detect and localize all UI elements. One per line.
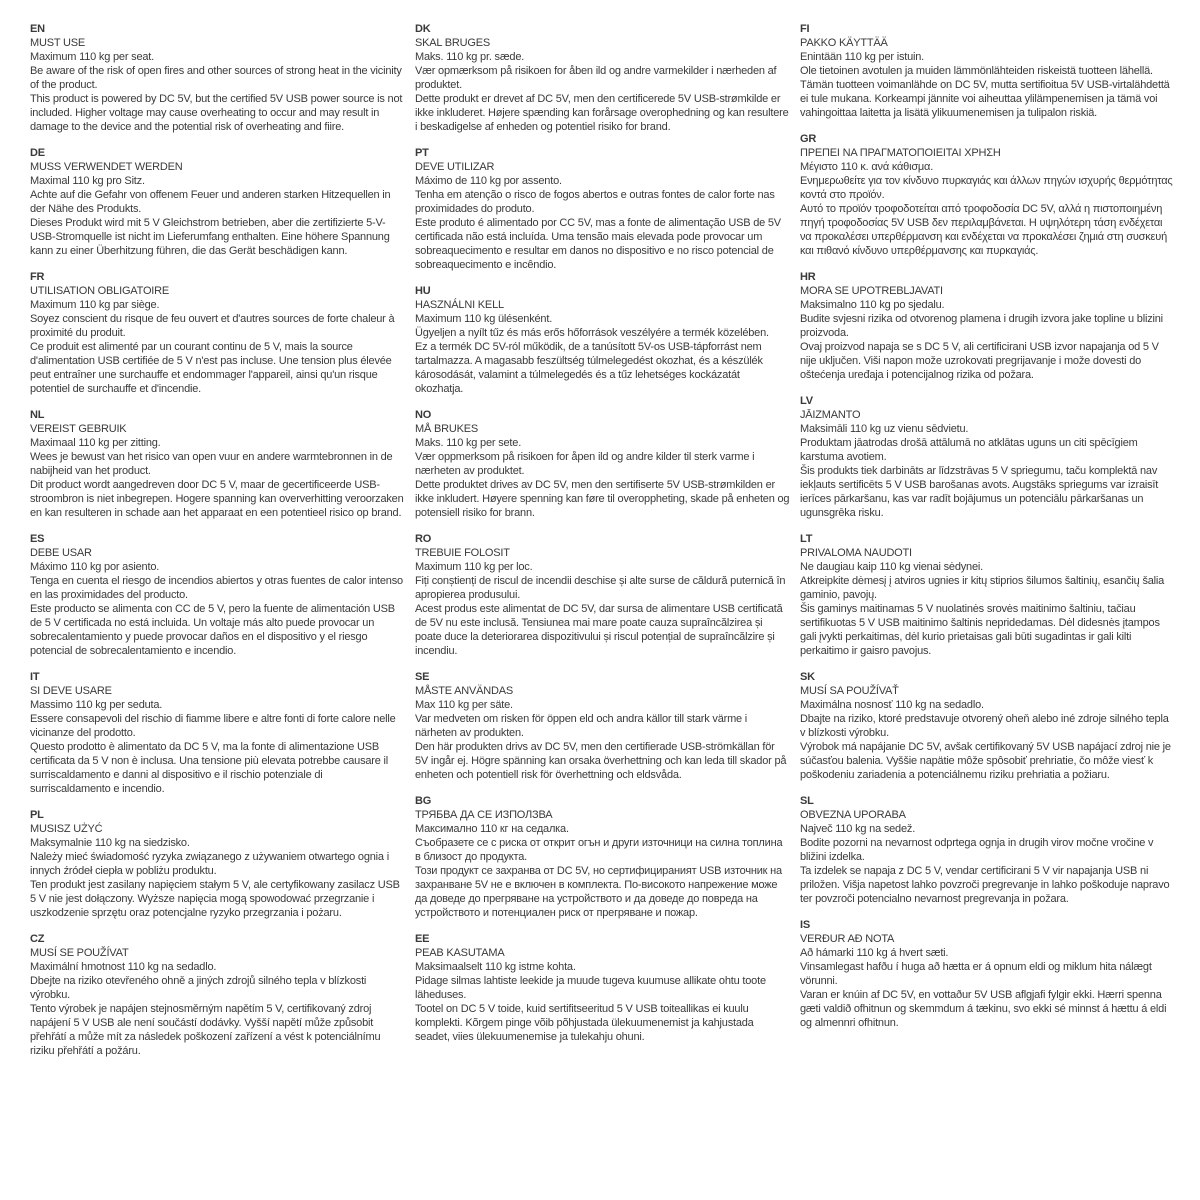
weight-limit-text: Maximum 110 kg per seat.: [30, 51, 154, 63]
heat-warning-text: Essere consapevoli del rischio di fiamme libere e altre fonti di forte calore nelle vicinanze del prodotto.: [30, 713, 396, 739]
lang-block-hu: [415, 284, 790, 396]
lang-block-cz: [30, 932, 405, 1058]
heat-warning-text: Var medveten om risken för öppen eld och andra källor till stark värme i närheten av produkten.: [415, 713, 748, 739]
lang-block-de: [30, 146, 405, 258]
lang-block-fi: [800, 22, 1175, 120]
heat-warning-text: Achte auf die Gefahr von offenem Feuer und anderen starken Hitzequellen in der Nähe des Produkts.: [30, 189, 391, 215]
section-title: MUSS VERWENDET WERDEN: [30, 161, 183, 173]
power-warning-text: Este producto se alimenta con CC de 5 V, pero la fuente de alimentación USB de 5 V certificada no está incluida. Un voltaje más alto puede provocar un sobrecalentamiento y puede provocar daños en el dispositivo y el riesgo potencial de sobrecalentamiento e incendio.: [30, 603, 395, 657]
lang-block-nl: [30, 408, 405, 520]
language-code: IS: [800, 919, 810, 931]
language-code: CZ: [30, 933, 45, 945]
section-title: ΠΡΕΠΕΙ ΝΑ ΠΡΑΓΜΑΤΟΠΟΙΕΙΤΑΙ ΧΡΗΣΗ: [800, 147, 1001, 159]
heat-warning-text: Należy mieć świadomość ryzyka związanego z używaniem otwartego ognia i innych źródeł ciepła w pobliżu produktu.: [30, 851, 389, 877]
heat-warning-text: Bodite pozorni na nevarnost odprtega ognja in drugih virov močne vročine v bližini izdelka.: [800, 837, 1154, 863]
power-warning-text: Ovaj proizvod napaja se s DC 5 V, ali certificirani USB izvor napajanja od 5 V nije uključen. Viši napon može uzrokovati pregrijavanje i može dovesti do oštećenja uređaja i potencijalnog rizika od požara.: [800, 341, 1159, 381]
weight-limit-text: Maximální hmotnost 110 kg na sedadlo.: [30, 961, 217, 973]
lang-block-dk: [415, 22, 790, 134]
language-code: SE: [415, 671, 430, 683]
language-code: RO: [415, 533, 432, 545]
lang-block-ro: [415, 532, 790, 658]
weight-limit-text: Maksimaalselt 110 kg istme kohta.: [415, 961, 576, 973]
weight-limit-text: Maximal 110 kg pro Sitz.: [30, 175, 145, 187]
language-code: DK: [415, 23, 431, 35]
lang-block-en: [30, 22, 405, 134]
language-code: HU: [415, 285, 431, 297]
weight-limit-text: Maks. 110 kg pr. sæde.: [415, 51, 525, 63]
section-title: JĀIZMANTO: [800, 409, 861, 421]
power-warning-text: Šis gaminys maitinamas 5 V nuolatinės srovės maitinimo šaltiniu, tačiau sertifikuotas 5 V USB maitinimo šaltinis nepridedamas. Dėl didesnės įtampos gali įvykti perkaitimas, dėl kurio prietaisas gali būti sugadintas ir gali kilti perkaitimo ir gaisro pavojus.: [800, 603, 1160, 657]
lang-block-es: [30, 532, 405, 658]
language-code: HR: [800, 271, 816, 283]
weight-limit-text: Максимално 110 кг на седалка.: [415, 823, 569, 835]
power-warning-text: Den här produkten drivs av DC 5V, men den certifierade USB-strömkällan för 5V ingår ej. Högre spänning kan orsaka överhettning och kan leda till skador på enheten och potentiell risk för överhettning och eldsvåda.: [415, 741, 787, 781]
language-code: EN: [30, 23, 45, 35]
language-code: ES: [30, 533, 45, 545]
power-warning-text: Acest produs este alimentat de DC 5V, dar sursa de alimentare USB certificată de 5V nu este inclusă. Tensiunea mai mare poate cauza supraîncălzirea și poate duce la deteriorarea dispozitivului și riscul potențial de supraîncălzire și incendiu.: [415, 603, 783, 657]
heat-warning-text: Ügyeljen a nyílt tűz és más erős hőforrások veszélyére a termék közelében.: [415, 327, 769, 339]
language-code: NL: [30, 409, 45, 421]
power-warning-text: Varan er knúin af DC 5V, en vottaður 5V USB aflgjafi fylgir ekki. Hærri spenna gæti valdið ofhitnun og skemmdum á tækinu, svo ekki sé minnst á hættu á eldi og almennri ofhitnun.: [800, 989, 1167, 1029]
weight-limit-text: Maksimalno 110 kg po sjedalu.: [800, 299, 945, 311]
section-title: PAKKO KÄYTTÄÄ: [800, 37, 888, 49]
weight-limit-text: Μέγιστο 110 κ. ανά κάθισμα.: [800, 161, 934, 173]
weight-limit-text: Máximo 110 kg por asiento.: [30, 561, 160, 573]
weight-limit-text: Maks. 110 kg per sete.: [415, 437, 522, 449]
weight-limit-text: Maximum 110 kg per loc.: [415, 561, 533, 573]
heat-warning-text: Ole tietoinen avotulen ja muiden lämmönlähteiden riskeistä tuotteen lähellä.: [800, 65, 1153, 77]
weight-limit-text: Máximo de 110 kg por assento.: [415, 175, 562, 187]
weight-limit-text: Massimo 110 kg per seduta.: [30, 699, 163, 711]
lang-block-pl: [30, 808, 405, 920]
language-code: IT: [30, 671, 40, 683]
section-title: VERÐUR AÐ NOTA: [800, 933, 895, 945]
section-title: DEVE UTILIZAR: [415, 161, 495, 173]
lang-block-sl: [800, 794, 1175, 906]
power-warning-text: Šis produkts tiek darbināts ar līdzstrāvas 5 V spriegumu, taču komplektā nav iekļauts sertificēts 5 V USB barošanas avots. Augstāks spriegums var izraisīt ierīces pārkaršanu, kas var radīt bojājumus un potenciālu pārkaršanas un ugunsgrēka risku.: [800, 465, 1159, 519]
heat-warning-text: Produktam jāatrodas drošā attālumā no atklātas uguns un citi spēcīgiem karstuma avotiem.: [800, 437, 1138, 463]
lang-block-ee: [415, 932, 790, 1044]
language-code: PT: [415, 147, 429, 159]
heat-warning-text: Be aware of the risk of open fires and other sources of strong heat in the vicinity of the product.: [30, 65, 402, 91]
section-title: ТРЯБВА ДА СЕ ИЗПОЛЗВА: [415, 809, 553, 821]
language-code: EE: [415, 933, 430, 945]
language-code: FR: [30, 271, 45, 283]
language-code: FI: [800, 23, 810, 35]
weight-limit-text: Maximálna nosnosť 110 kg na sedadlo.: [800, 699, 984, 711]
language-code: LT: [800, 533, 813, 545]
language-code: LV: [800, 395, 813, 407]
heat-warning-text: Vinsamlegast hafðu í huga að hætta er á opnum eldi og miklum hita nálægt vörunni.: [800, 961, 1152, 987]
lang-block-is: [800, 918, 1175, 1030]
heat-warning-text: Dbajte na riziko, ktoré predstavuje otvorený oheň alebo iné zdroje silného tepla v blízkosti výrobku.: [800, 713, 1169, 739]
power-warning-text: This product is powered by DC 5V, but the certified 5V USB power source is not included. Higher voltage may cause overheating to occur and may result in damage to the device and the potential risk of overheating and fiire.: [30, 93, 403, 133]
heat-warning-text: Dbejte na riziko otevřeného ohně a jiných zdrojů silného tepla v blízkosti výrobku.: [30, 975, 367, 1001]
weight-limit-text: Maksymalnie 110 kg na siedzisko.: [30, 837, 190, 849]
weight-limit-text: Največ 110 kg na sedež.: [800, 823, 916, 835]
power-warning-text: Questo prodotto è alimentato da DC 5 V, ma la fonte di alimentazione USB certificata da 5 V non è inclusa. Una tensione più elevata potrebbe causare il surriscaldamento e danni al dispositivo e il rischio potenziale di surriscaldamento e incendio.: [30, 741, 389, 795]
language-code: SK: [800, 671, 815, 683]
lang-block-lv: [800, 394, 1175, 520]
column-1: [30, 22, 405, 1180]
heat-warning-text: Atkreipkite dėmesį į atviros ugnies ir kitų stiprios šilumos šaltinių, esančių šalia gaminio, pavojų.: [800, 575, 1165, 601]
power-warning-text: Ce produit est alimenté par un courant continu de 5 V, mais la source d'alimentation USB certifiée de 5 V n'est pas incluse. Une tension plus élevée peut entraîner une surchauffe et endommager l'appareil, ainsi qu'un risque potentiel de surchauffe et d'incendie.: [30, 341, 392, 395]
power-warning-text: Este produto é alimentado por CC 5V, mas a fonte de alimentação USB de 5V certificada não está incluída. Uma tensão mais elevada pode provocar um sobreaquecimento e resultar em danos no dispositivo e no risco potencial de sobreaquecimento e incêndio.: [415, 217, 781, 271]
heat-warning-text: Soyez conscient du risque de feu ouvert et d'autres sources de forte chaleur à proximité du produit.: [30, 313, 395, 339]
section-title: DEBE USAR: [30, 547, 92, 559]
heat-warning-text: Съобразете се с риска от открит огън и други източници на силна топлина в близост до продукта.: [415, 837, 783, 863]
section-title: SKAL BRUGES: [415, 37, 491, 49]
section-title: UTILISATION OBLIGATOIRE: [30, 285, 170, 297]
weight-limit-text: Enintään 110 kg per istuin.: [800, 51, 925, 63]
language-code: BG: [415, 795, 432, 807]
power-warning-text: Tämän tuotteen voimanlähde on DC 5V, mutta sertifioitua 5V USB-virtalähdettä ei tule mukana. Korkeampi jännite voi aiheuttaa ylilämpenemisen ja tämä voi vahingoittaa laitetta ja lisätä ylikuumenemisen ja tulipalon riskiä.: [800, 79, 1170, 119]
power-warning-text: Αυτό το προϊόν τροφοδοτείται από τροφοδοσία DC 5V, αλλά η πιστοποιημένη πηγή τροφοδοσίας 5V USB δεν περιλαμβάνεται. Η υψηλότερη τάση ενδέχεται να προκαλέσει υπερθέρμανση και ενδέχεται να προκαλέσει ζημιά στη συσκευή και πιθανό κίνδυνο υπερθέρμανσης και πυρκαγιάς.: [800, 203, 1167, 257]
power-warning-text: Ta izdelek se napaja z DC 5 V, vendar certificirani 5 V vir napajanja USB ni priložen. Višja napetost lahko povzroči pregrevanje in lahko poškoduje napravo ter povzroči potencialno nevarnost pregrevanja in požara.: [800, 865, 1170, 905]
lang-block-pt: [415, 146, 790, 272]
section-title: SI DEVE USARE: [30, 685, 112, 697]
lang-block-lt: [800, 532, 1175, 658]
power-warning-text: Dette produktet drives av DC 5V, men den sertifiserte 5V USB-strømkilden er ikke inkludert. Høyere spenning kan føre til overoppheting, skade på enheten og potensiell risiko for brann.: [415, 479, 790, 519]
section-title: MORA SE UPOTREBLJAVATI: [800, 285, 943, 297]
section-title: MUSISZ UŻYĆ: [30, 823, 103, 835]
power-warning-text: Dit product wordt aangedreven door DC 5 V, maar de gecertificeerde USB-stroombron is niet inbegrepen. Hogere spanning kan oververhitting veroorzaken en kan resulteren in schade aan het apparaat en een potentieel risico op brand.: [30, 479, 404, 519]
power-warning-text: Tootel on DC 5 V toide, kuid sertifitseeritud 5 V USB toiteallikas ei kuulu komplekti. Kõrgem pinge võib põhjustada ülekuumenemist ja kahjustada seadet, viies ülekuumenemise ja tulekahju ohuni.: [415, 1003, 754, 1043]
power-warning-text: Výrobok má napájanie DC 5V, avšak certifikovaný 5V USB napájací zdroj nie je súčasťou balenia. Vyššie napätie môže spôsobiť prehriatie, čo môže viesť k poškodeniu zariadenia a potenciálnemu riziku prehriatia a požiaru.: [800, 741, 1171, 781]
power-warning-text: Ten produkt jest zasilany napięciem stałym 5 V, ale certyfikowany zasilacz USB 5 V nie jest dołączony. Wyższe napięcia mogą spowodować przegrzanie i uszkodzenie sprzętu oraz potencjalne ryzyko przegrzania i pożaru.: [30, 879, 400, 919]
heat-warning-text: Vær oppmerksom på risikoen for åpen ild og andre kilder til sterk varme i nærheten av produktet.: [415, 451, 755, 477]
power-warning-text: Dette produkt er drevet af DC 5V, men den certificerede 5V USB-strømkilde er ikke inkluderet. Højere spænding kan forårsage overophedning og kan resultere i beskadigelse af enheden og potentiel risiko for brand.: [415, 93, 789, 133]
language-code: GR: [800, 133, 817, 145]
lang-block-sk: [800, 670, 1175, 782]
heat-warning-text: Wees je bewust van het risico van open vuur en andere warmtebronnen in de nabijheid van het product.: [30, 451, 393, 477]
weight-limit-text: Að hámarki 110 kg á hvert sæti.: [800, 947, 949, 959]
lang-block-bg: [415, 794, 790, 920]
section-title: TREBUIE FOLOSIT: [415, 547, 510, 559]
lang-block-fr: [30, 270, 405, 396]
heat-warning-text: Tenha em atenção o risco de fogos abertos e outras fontes de calor forte nas proximidades do produto.: [415, 189, 775, 215]
language-code: SL: [800, 795, 814, 807]
weight-limit-text: Maximum 110 kg par siège.: [30, 299, 160, 311]
language-code: DE: [30, 147, 45, 159]
section-title: HASZNÁLNI KELL: [415, 299, 504, 311]
section-title: VEREIST GEBRUIK: [30, 423, 127, 435]
column-3: [800, 22, 1175, 1180]
heat-warning-text: Tenga en cuenta el riesgo de incendios abiertos y otras fuentes de calor intenso en las proximidades del producto.: [30, 575, 403, 601]
lang-block-it: [30, 670, 405, 796]
language-code: NO: [415, 409, 432, 421]
weight-limit-text: Maksimāli 110 kg uz vienu sēdvietu.: [800, 423, 969, 435]
weight-limit-text: Ne daugiau kaip 110 kg vienai sėdynei.: [800, 561, 983, 573]
lang-block-hr: [800, 270, 1175, 382]
section-title: OBVEZNA UPORABA: [800, 809, 906, 821]
column-2: [415, 22, 790, 1180]
section-title: MUST USE: [30, 37, 86, 49]
lang-block-no: [415, 408, 790, 520]
section-title: PEAB KASUTAMA: [415, 947, 505, 959]
section-title: MÅSTE ANVÄNDAS: [415, 685, 514, 697]
language-code: PL: [30, 809, 44, 821]
weight-limit-text: Max 110 kg per säte.: [415, 699, 513, 711]
weight-limit-text: Maximaal 110 kg per zitting.: [30, 437, 161, 449]
lang-block-gr: [800, 132, 1175, 258]
heat-warning-text: Ενημερωθείτε για τον κίνδυνο πυρκαγιάς και άλλων πηγών ισχυρής θερμότητας κοντά στο προϊόν.: [800, 175, 1173, 201]
heat-warning-text: Fiți conștienți de riscul de incendii deschise și alte surse de căldură puternică în apropierea produsului.: [415, 575, 786, 601]
heat-warning-text: Budite svjesni rizika od otvorenog plamena i drugih izvora jake topline u blizini proizvoda.: [800, 313, 1163, 339]
section-title: PRIVALOMA NAUDOTI: [800, 547, 912, 559]
power-warning-text: Dieses Produkt wird mit 5 V Gleichstrom betrieben, aber die zertifizierte 5-V-USB-Stromquelle ist nicht im Lieferumfang enthalten. Eine höhere Spannung kann zu einer Überhitzung führen, die das Gerät beschädigen kann.: [30, 217, 390, 257]
power-warning-text: Tento výrobek je napájen stejnosměrným napětím 5 V, certifikovaný zdroj napájení 5 V USB ale není součástí dodávky. Vyšší napětí může způsobit přehřátí a může mít za následek poškození zařízení a vést k potenciálnímu riziku přehřátí a požáru.: [30, 1003, 381, 1057]
power-warning-text: Ez a termék DC 5V-ról működik, de a tanúsított 5V-os USB-tápforrást nem tartalmazza. A magasabb feszültség túlmelegedést okozhat, és a készülék károsodását, valamint a túlmelegedés és a tűz lehetséges kockázatát okozhatja.: [415, 341, 763, 395]
section-title: MÅ BRUKES: [415, 423, 478, 435]
lang-block-se: [415, 670, 790, 782]
heat-warning-text: Pidage silmas lahtiste leekide ja muude tugeva kuumuse allikate ohtu toote läheduses.: [415, 975, 766, 1001]
section-title: MUSÍ SE POUŽÍVAT: [30, 947, 129, 959]
power-warning-text: Този продукт се захранва от DC 5V, но сертифицираният USB източник на захранване 5V не е включен в комплекта. По-високото напрежение може да доведе до прегряване на устройството и да доведе до повреда на устройството и потенциален риск от прегряване и пожар.: [415, 865, 782, 919]
section-title: MUSÍ SA POUŽÍVAŤ: [800, 685, 899, 697]
heat-warning-text: Vær opmærksom på risikoen for åben ild og andre varmekilder i nærheden af produktet.: [415, 65, 777, 91]
weight-limit-text: Maximum 110 kg ülésenként.: [415, 313, 553, 325]
